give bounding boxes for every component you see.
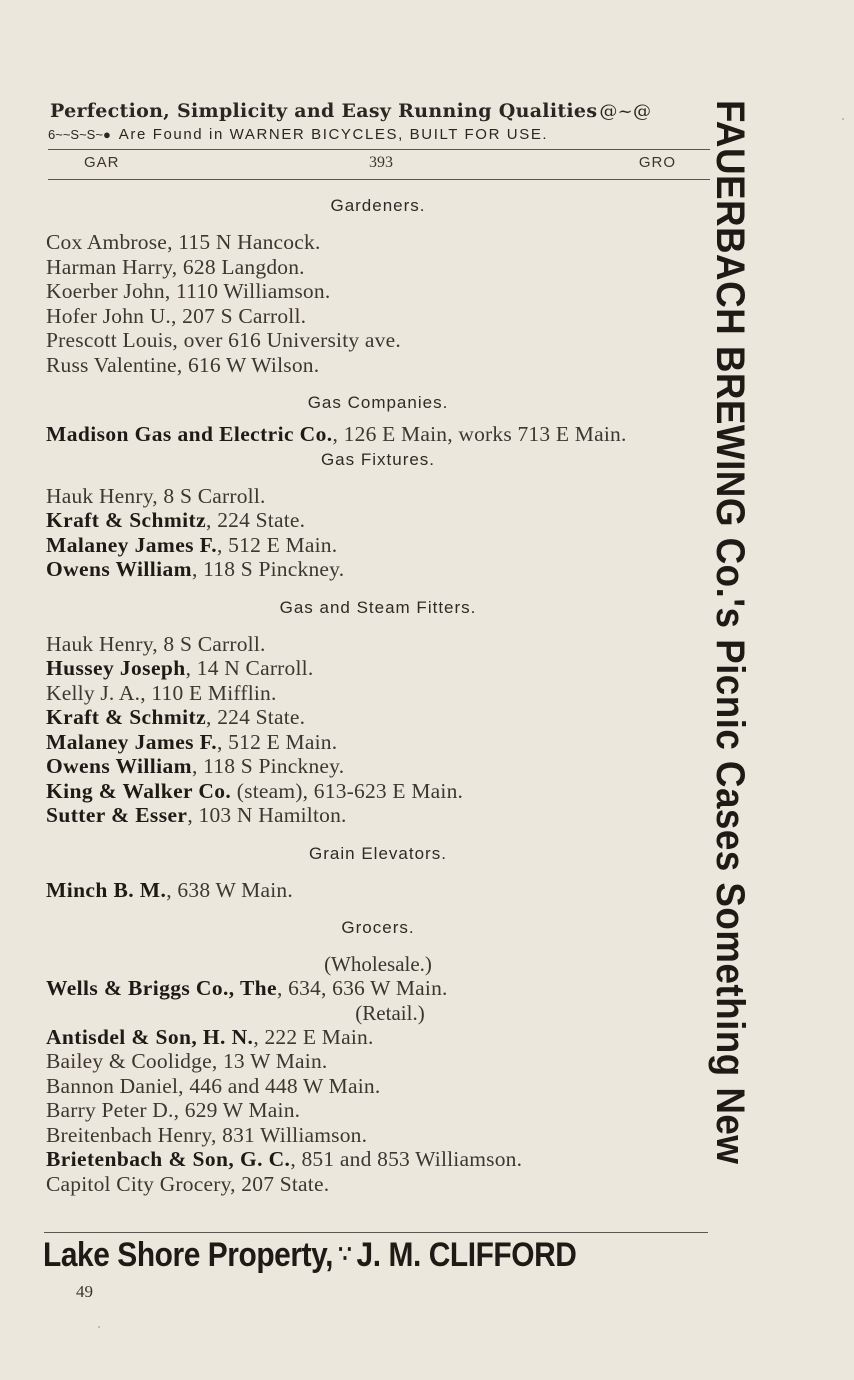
guide-word-left: GAR xyxy=(84,154,120,171)
directory-entry xyxy=(46,1074,710,1099)
directory-entry xyxy=(46,803,710,828)
entry-address: , 103 N Hamilton. xyxy=(187,803,347,827)
entry-name: Bailey & Coolidge xyxy=(46,1049,212,1073)
entry-name: Barry Peter D. xyxy=(46,1098,174,1122)
entry-address: , 629 W Main. xyxy=(173,1098,301,1122)
entry-address: , 831 Williamson. xyxy=(210,1122,368,1147)
directory-entry xyxy=(46,1123,710,1148)
entry-name: Hauk Henry xyxy=(46,631,153,656)
entry-address: , 118 S Pinckney. xyxy=(191,557,345,581)
entry-name: Antisdel & Son, H. N. xyxy=(46,1024,254,1049)
directory-entry xyxy=(46,779,710,804)
category-heading: Gas and Steam Fitters. xyxy=(279,597,477,617)
entry-address: , 512 E Main. xyxy=(217,532,338,557)
entry-address: , 512 E Main. xyxy=(217,729,338,754)
category-section xyxy=(46,915,710,1196)
spacer xyxy=(46,867,710,878)
entry-name: Russ Valentine xyxy=(46,352,177,377)
entry-address: , 616 W Wilson. xyxy=(176,352,320,377)
directory-entry xyxy=(46,508,710,533)
side-ad-text: FAUERBACH BREWING Co.'s Picnic Cases Something New xyxy=(708,100,752,1165)
entry-name: Koerber John xyxy=(46,279,165,303)
entry-name: Harman Harry xyxy=(46,254,172,279)
entry-name: Owens William xyxy=(46,754,192,778)
entry-name: Prescott Louis xyxy=(46,328,173,352)
entry-address: , 115 N Hancock. xyxy=(167,230,321,254)
entry-name: Owens William xyxy=(46,557,192,581)
entry-address: , 628 Langdon. xyxy=(171,254,305,279)
entry-name: Minch B. M. xyxy=(46,877,167,902)
directory-entry xyxy=(46,681,710,706)
entry-address: , 207 S Carroll. xyxy=(171,303,307,328)
entry-address: , 224 State. xyxy=(206,508,306,532)
footer-rule xyxy=(44,1232,708,1233)
directory-entry xyxy=(46,533,710,558)
entry-name: Kraft & Schmitz xyxy=(46,508,207,532)
entry-address: , 14 N Carroll. xyxy=(185,656,314,680)
entry-address: , 224 State. xyxy=(206,705,306,729)
entry-address: , 851 and 853 Williamson. xyxy=(290,1147,523,1171)
entry-name: Madison Gas and Electric Co. xyxy=(46,422,333,446)
entry-address: , 118 S Pinckney. xyxy=(191,754,345,778)
header-ad-subline xyxy=(48,126,713,143)
category-heading: Gas Companies. xyxy=(307,393,449,412)
entry-address: , 222 E Main. xyxy=(253,1024,374,1049)
entry-name: Malaney James F. xyxy=(46,532,218,557)
category-heading: Gardeners. xyxy=(330,196,426,215)
footer-ad-right: J. M. CLIFFORD xyxy=(356,1236,577,1274)
category-section xyxy=(46,841,710,903)
entry-name: Breitenbach Henry xyxy=(46,1122,211,1147)
entry-name: Wells & Briggs Co., The xyxy=(46,976,277,1000)
directory-entry xyxy=(46,1025,710,1050)
entry-name: Hauk Henry xyxy=(46,483,153,508)
entry-address: , 8 S Carroll. xyxy=(152,483,266,508)
entry-name: Sutter & Esser xyxy=(46,803,188,827)
header-rule-top xyxy=(48,149,710,150)
subheading-retail: (Retail.) xyxy=(355,1000,425,1025)
entry-address: , 126 E Main, works 713 E Main. xyxy=(332,422,627,446)
category-section xyxy=(46,447,710,582)
entry-name: Hussey Joseph xyxy=(46,656,186,680)
category-section xyxy=(46,595,710,828)
entry-name: Capitol City Grocery xyxy=(46,1171,231,1196)
paper-speck xyxy=(842,118,844,120)
directory-entry xyxy=(46,1147,710,1172)
ornament-swirl-icon: @~@ xyxy=(599,101,652,122)
directory-entry xyxy=(46,279,710,304)
entry-name: Bannon Daniel xyxy=(46,1073,179,1098)
entry-address: , 446 and 448 W Main. xyxy=(178,1073,381,1098)
directory-entry xyxy=(46,1172,710,1197)
category-heading: Grain Elevators. xyxy=(309,843,447,863)
entry-address: , 207 State. xyxy=(230,1171,330,1196)
entry-name: Kelly J. A. xyxy=(46,680,141,705)
spacer xyxy=(46,621,710,632)
directory-entry xyxy=(46,304,710,329)
section-gap xyxy=(46,902,710,915)
directory-entry xyxy=(46,1049,710,1074)
entry-name: Cox Ambrose xyxy=(46,230,168,254)
entry-address: (steam), 613-623 E Main. xyxy=(231,778,464,803)
directory-entry xyxy=(46,422,710,447)
section-gap xyxy=(46,377,710,390)
entry-address: , 638 W Main. xyxy=(166,877,293,902)
directory-entry xyxy=(46,976,710,1001)
section-gap xyxy=(46,828,710,841)
directory-entry xyxy=(46,878,710,903)
spacer xyxy=(46,219,710,230)
side-advertisement xyxy=(710,100,750,1257)
spacer xyxy=(46,941,710,952)
directory-entry xyxy=(46,328,710,353)
directory-entry xyxy=(46,656,710,681)
directory-entry xyxy=(46,230,710,255)
ad-subline-text: Are Found in WARNER BICYCLES, BUILT FOR USE. xyxy=(118,126,549,143)
entry-address: , 634, 636 W Main. xyxy=(276,976,448,1000)
directory-entry xyxy=(46,557,710,582)
category-heading: Grocers. xyxy=(341,918,415,937)
entry-address: , 8 S Carroll. xyxy=(152,631,266,656)
entry-name: King & Walker Co. xyxy=(46,778,232,803)
footer-advertisement xyxy=(43,1236,576,1275)
category-section xyxy=(46,193,710,377)
entry-address: , 1110 Williamson. xyxy=(164,279,331,303)
directory-entry xyxy=(46,353,710,378)
directory-entry xyxy=(46,1098,710,1123)
signature-mark: 49 xyxy=(76,1282,93,1301)
ad-line: Perfection, Simplicity and Easy Running Qualities xyxy=(50,100,598,122)
directory-entry xyxy=(46,632,710,657)
directory-entry xyxy=(46,255,710,280)
entry-address: , 13 W Main. xyxy=(211,1049,328,1073)
paper-speck xyxy=(98,1326,100,1328)
section-gap xyxy=(46,582,710,595)
directory-entry xyxy=(46,730,710,755)
entry-name: Malaney James F. xyxy=(46,729,218,754)
category-section xyxy=(46,390,710,447)
entry-name: Hofer John U. xyxy=(46,303,172,328)
business-listing xyxy=(46,193,710,1196)
subheading-wholesale: (Wholesale.) xyxy=(324,952,432,976)
category-heading: Gas Fixtures. xyxy=(320,449,436,469)
header-advertisement xyxy=(50,100,715,122)
spacer xyxy=(46,473,710,484)
directory-entry xyxy=(46,484,710,509)
entry-name: Brietenbach & Son, G. C. xyxy=(46,1147,291,1171)
header-rule-bottom xyxy=(48,179,710,180)
footer-ad-left: Lake Shore Property, xyxy=(43,1236,333,1274)
entry-name: Kraft & Schmitz xyxy=(46,705,207,729)
guide-word-right: GRO xyxy=(638,154,676,171)
directory-entry xyxy=(46,754,710,779)
entry-address: , 110 E Mifflin. xyxy=(140,680,277,705)
running-head xyxy=(48,154,710,176)
page-number: 393 xyxy=(369,154,393,171)
directory-entry xyxy=(46,705,710,730)
entry-address: , over 616 University ave. xyxy=(172,328,401,352)
three-dots-icon: ∵ xyxy=(338,1241,352,1268)
ornament-chain-icon: 6~~S~S~● xyxy=(48,127,111,142)
